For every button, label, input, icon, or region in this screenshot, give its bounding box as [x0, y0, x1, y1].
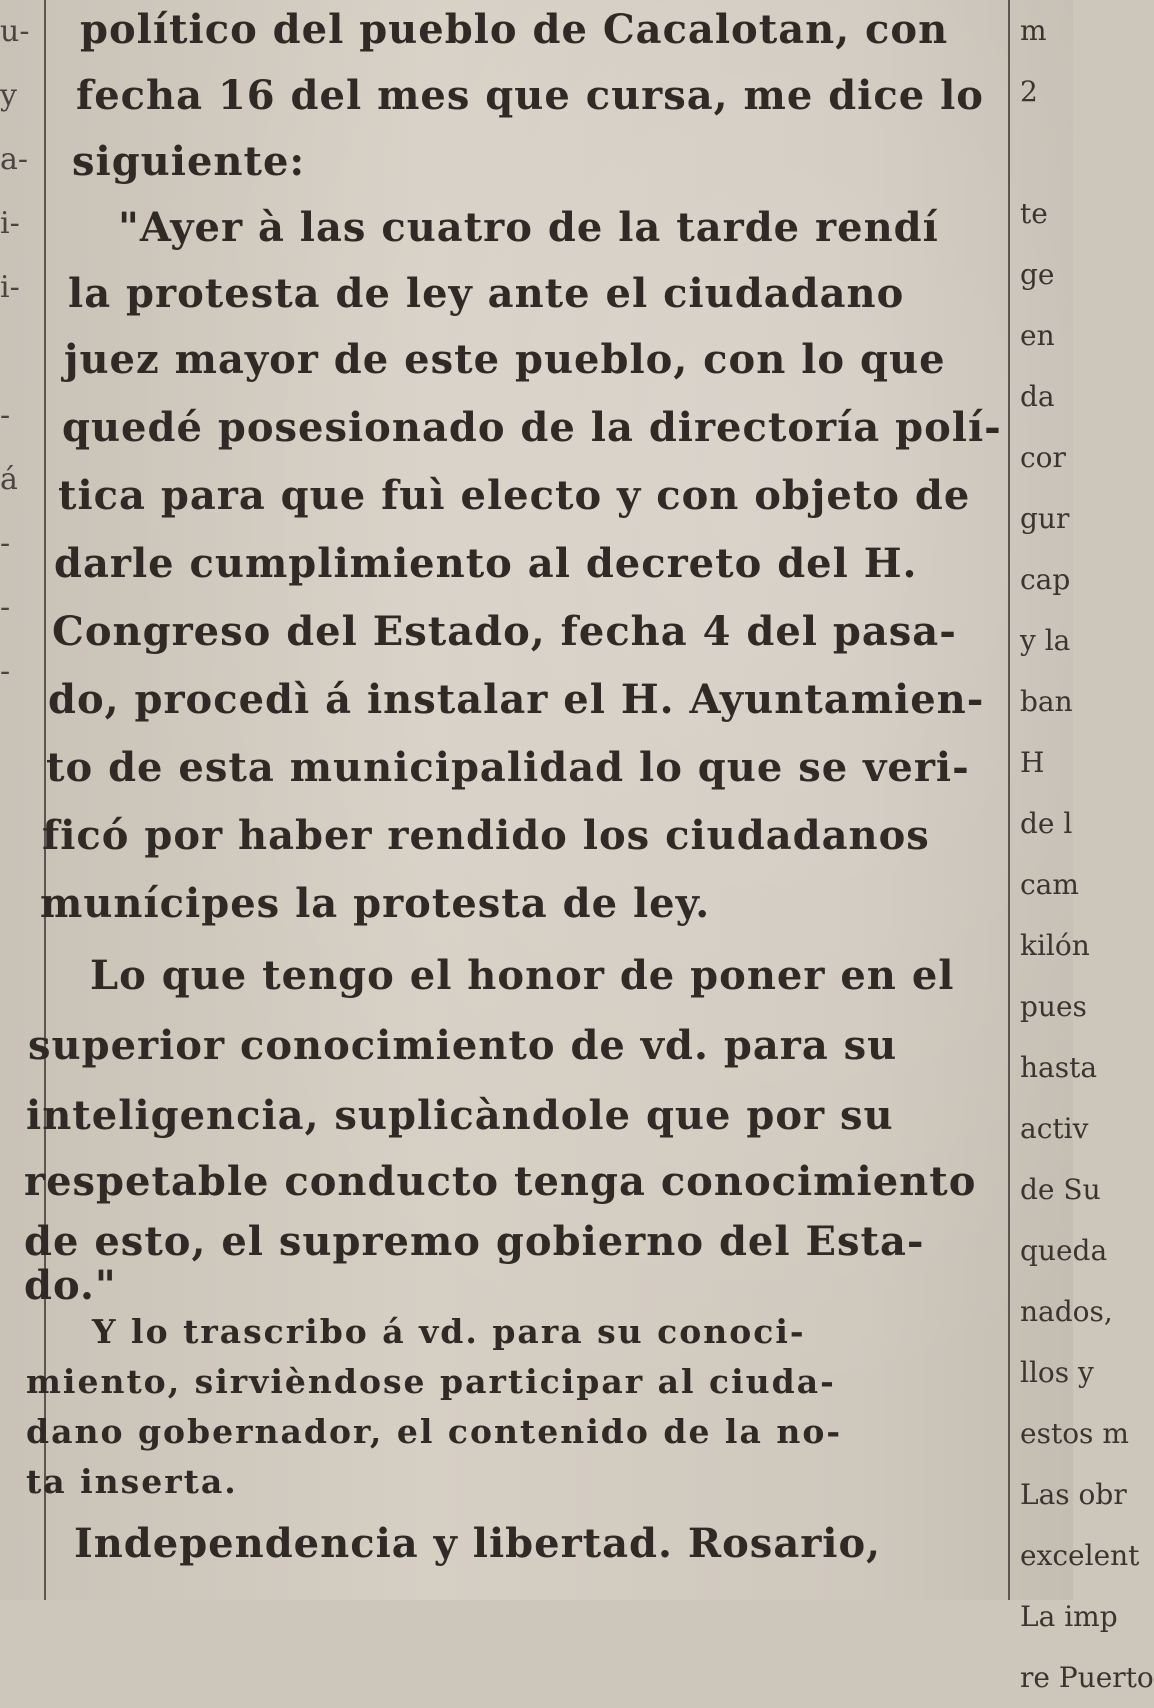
- right-fragment: da: [1020, 380, 1055, 413]
- right-fragment: kilón: [1020, 929, 1090, 962]
- text-line: fecha 16 del mes que cursa, me dice lo: [76, 72, 984, 119]
- text-line: "Ayer à las cuatro de la tarde rendí: [118, 204, 939, 251]
- text-line: do, procedì á instalar el H. Ayuntamien-: [48, 676, 985, 723]
- text-line: tica para que fuì electo y con objeto de: [58, 472, 971, 519]
- right-fragment: 2: [1020, 75, 1038, 108]
- text-line: de esto, el supremo gobierno del Esta-: [24, 1218, 925, 1265]
- right-fragment: pues: [1020, 990, 1087, 1023]
- text-line: Lo que tengo el honor de poner en el: [90, 952, 955, 999]
- right-fragment: ban: [1020, 685, 1073, 718]
- right-fragment: gur: [1020, 502, 1070, 535]
- right-fragment: La imp: [1020, 1600, 1118, 1633]
- text-line: político del pueblo de Cacalotan, con: [80, 6, 949, 53]
- left-fragment: -: [0, 654, 11, 689]
- right-fragment: de l: [1020, 807, 1073, 840]
- text-line: Independencia y libertad. Rosario,: [74, 1520, 882, 1567]
- text-line: to de esta municipalidad lo que se veri-: [46, 744, 970, 791]
- column-rule-left: [44, 0, 46, 1600]
- text-line: Y lo trascribo á vd. para su conoci-: [92, 1312, 806, 1351]
- text-line: darle cumplimiento al decreto del H.: [54, 540, 918, 587]
- left-fragment: -: [0, 526, 11, 561]
- right-fragment: ge: [1020, 258, 1055, 291]
- right-fragment: m: [1020, 14, 1047, 47]
- left-fragment: a-: [0, 142, 29, 177]
- right-fragment: excelent: [1020, 1539, 1140, 1572]
- text-line: inteligencia, suplicàndole que por su: [26, 1092, 894, 1139]
- text-line: dano gobernador, el contenido de la no-: [26, 1412, 843, 1451]
- left-fragment: i-: [0, 270, 20, 305]
- right-fragment: estos m: [1020, 1417, 1129, 1450]
- right-fragment: cap: [1020, 563, 1071, 596]
- right-fragment: re Puerto: [1020, 1661, 1154, 1694]
- right-fragment: queda: [1020, 1234, 1108, 1267]
- text-line: Congreso del Estado, fecha 4 del pasa-: [52, 608, 957, 655]
- text-line: do.": [24, 1262, 117, 1309]
- left-fragment: [0, 320, 40, 384]
- text-line: munícipes la protesta de ley.: [40, 880, 711, 927]
- right-fragment: nados,: [1020, 1295, 1113, 1328]
- text-line: quedé posesionado de la directoría polí-: [62, 404, 1002, 451]
- right-fragment: hasta: [1020, 1051, 1098, 1084]
- right-fragment: te: [1020, 197, 1048, 230]
- right-fragment: cor: [1020, 441, 1066, 474]
- right-fragment: de Su: [1020, 1173, 1101, 1206]
- text-line: ta inserta.: [26, 1462, 238, 1501]
- left-fragment: á: [0, 462, 18, 497]
- text-line: siguiente:: [72, 138, 306, 185]
- right-column-fragments: [1020, 0, 1154, 1708]
- text-line: miento, sirvièndose participar al ciuda-: [26, 1362, 836, 1401]
- left-fragment: u-: [0, 14, 30, 49]
- text-line: la protesta de ley ante el ciudadano: [68, 270, 905, 317]
- right-fragment: Las obr: [1020, 1478, 1127, 1511]
- left-fragment: -: [0, 590, 11, 625]
- right-fragment: y la: [1020, 624, 1071, 657]
- right-fragment: H: [1020, 746, 1045, 779]
- left-fragment: -: [0, 398, 11, 433]
- left-column-fragments: [0, 0, 40, 704]
- text-line: ficó por haber rendido los ciudadanos: [42, 812, 930, 859]
- right-fragment: en: [1020, 319, 1055, 352]
- text-line: superior conocimiento de vd. para su: [28, 1022, 898, 1069]
- left-fragment: i-: [0, 206, 20, 241]
- right-fragment: activ: [1020, 1112, 1089, 1145]
- right-fragment: [1020, 122, 1073, 183]
- text-line: juez mayor de este pueblo, con lo que: [64, 336, 946, 383]
- right-fragment: llos y: [1020, 1356, 1094, 1389]
- left-fragment: y: [0, 78, 17, 113]
- text-line: respetable conducto tenga conocimiento: [24, 1158, 977, 1205]
- right-fragment: cam: [1020, 868, 1079, 901]
